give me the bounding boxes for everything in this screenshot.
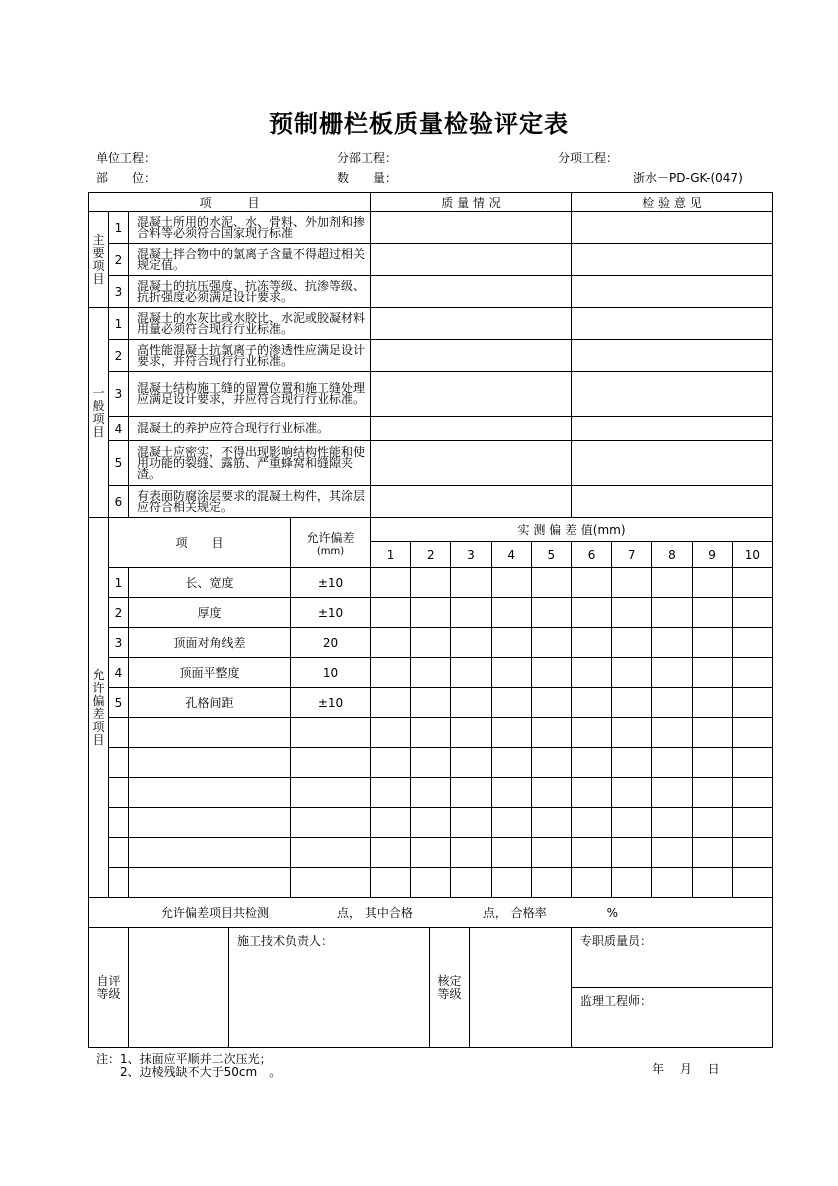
measured-value-cell[interactable]: [732, 778, 772, 808]
item-number: 1: [109, 212, 129, 244]
deviation-row: [89, 868, 773, 898]
deviation-item: 顶面对角线差: [129, 628, 291, 658]
measured-value-cell[interactable]: [652, 688, 692, 718]
deviation-table: [88, 517, 773, 928]
row-number: 4: [109, 658, 129, 688]
general-row: [89, 340, 773, 372]
item-text: 有表面防腐涂层要求的混凝土构件，其涂层应符合相关规定。: [129, 486, 371, 518]
measure-column-header: 1: [371, 542, 411, 568]
main-row: [89, 212, 773, 244]
tolerance-header-label: 允许偏差: [306, 530, 355, 545]
general-category-label: 一般项目: [92, 385, 105, 439]
summary-cell: [89, 898, 773, 928]
measured-value-cell[interactable]: [571, 628, 611, 658]
measured-value-cell[interactable]: [612, 658, 652, 688]
measured-value-cell[interactable]: [692, 718, 732, 748]
measured-value-cell[interactable]: [371, 568, 411, 598]
measured-value-cell[interactable]: [491, 658, 531, 688]
measured-value-cell[interactable]: [732, 598, 772, 628]
measured-value-cell[interactable]: [612, 718, 652, 748]
item-number: 2: [109, 340, 129, 372]
deviation-row: [89, 778, 773, 808]
measured-value-cell[interactable]: [531, 868, 571, 898]
measured-value-cell[interactable]: [612, 868, 652, 898]
general-row: [89, 372, 773, 417]
deviation-item: 孔格间距: [129, 688, 291, 718]
qc-label: 专职质量员：: [580, 934, 653, 948]
measured-header: 实 测 偏 差 值(mm): [371, 518, 773, 542]
tolerance-value[interactable]: [291, 718, 371, 748]
tolerance-value[interactable]: [291, 808, 371, 838]
measure-column-header: 3: [451, 542, 491, 568]
general-row: [89, 486, 773, 518]
deviation-item[interactable]: [129, 868, 291, 898]
measured-value-cell[interactable]: [371, 688, 411, 718]
measured-value-cell[interactable]: [571, 658, 611, 688]
measured-value-cell[interactable]: [732, 688, 772, 718]
measured-value-cell[interactable]: [371, 628, 411, 658]
measured-value-cell[interactable]: [531, 628, 571, 658]
item-text: 混凝土应密实，不得出现影响结构性能和使用功能的裂缝、露筋、严重蜂窝和缝隙夹渣。: [129, 441, 371, 486]
item-text: 高性能混凝土抗氯离子的渗透性应满足设计要求，并符合现行行业标准。: [129, 340, 371, 372]
measured-value-cell[interactable]: [371, 778, 411, 808]
opinion-field[interactable]: [572, 441, 773, 486]
measured-value-cell[interactable]: [732, 658, 772, 688]
location-label: 部 位：: [96, 171, 157, 185]
summary-text-d: %: [606, 906, 619, 920]
measured-value-cell[interactable]: [612, 598, 652, 628]
qc-field[interactable]: [572, 928, 773, 988]
tolerance-value: ±10: [291, 598, 371, 628]
note-1: 注：1、抹面应平顺并二次压光；: [96, 1052, 272, 1066]
general-row: [89, 308, 773, 340]
measure-column-header: 5: [531, 542, 571, 568]
measured-value-cell[interactable]: [571, 718, 611, 748]
measured-value-cell[interactable]: [411, 628, 451, 658]
row-number: [109, 808, 129, 838]
measured-value-cell[interactable]: [451, 568, 491, 598]
measured-value-cell[interactable]: [491, 808, 531, 838]
measured-value-cell[interactable]: [451, 778, 491, 808]
tolerance-value: 20: [291, 628, 371, 658]
deviation-item[interactable]: [129, 808, 291, 838]
deviation-row: [89, 568, 773, 598]
row-number: 1: [109, 568, 129, 598]
measured-value-cell[interactable]: [451, 838, 491, 868]
quantity-label: 数 量：: [337, 171, 398, 185]
measured-value-cell[interactable]: [491, 718, 531, 748]
measured-value-cell[interactable]: [411, 748, 451, 778]
measured-value-cell[interactable]: [531, 808, 571, 838]
row-number: [109, 718, 129, 748]
tech-lead-field[interactable]: [229, 928, 430, 1048]
measured-value-cell[interactable]: [451, 808, 491, 838]
measured-value-cell[interactable]: [531, 778, 571, 808]
deviation-item: 厚度: [129, 598, 291, 628]
measured-value-cell[interactable]: [571, 568, 611, 598]
summary-text-a: 允许偏差项目共检测: [161, 906, 270, 920]
main-row: [89, 276, 773, 308]
measured-value-cell[interactable]: [411, 568, 451, 598]
opinion-field[interactable]: [572, 372, 773, 417]
item-number: 5: [109, 441, 129, 486]
measured-value-cell[interactable]: [531, 718, 571, 748]
measured-value-cell[interactable]: [692, 868, 732, 898]
measured-value-cell[interactable]: [531, 838, 571, 868]
verify-grade-label: 核定等级: [437, 973, 462, 1001]
deviation-row: [89, 718, 773, 748]
measured-value-cell[interactable]: [612, 808, 652, 838]
supervisor-label: 监理工程师：: [580, 994, 653, 1008]
measured-value-cell[interactable]: [652, 808, 692, 838]
tolerance-value: ±10: [291, 568, 371, 598]
deviation-row: [89, 598, 773, 628]
opinion-field[interactable]: [572, 212, 773, 244]
measured-value-cell[interactable]: [652, 598, 692, 628]
measured-value-cell[interactable]: [531, 658, 571, 688]
row-number: 2: [109, 598, 129, 628]
measured-value-cell[interactable]: [612, 688, 652, 718]
measured-value-cell[interactable]: [371, 868, 411, 898]
measured-value-cell[interactable]: [531, 598, 571, 628]
deviation-row: [89, 658, 773, 688]
tolerance-value: 10: [291, 658, 371, 688]
deviation-item[interactable]: [129, 718, 291, 748]
quality-field[interactable]: [371, 372, 572, 417]
tolerance-value[interactable]: [291, 838, 371, 868]
row-number: [109, 868, 129, 898]
measure-column-header: 6: [571, 542, 611, 568]
self-grade-label: 自评等级: [96, 973, 121, 1001]
tolerance-header: [291, 518, 371, 568]
item-text: 混凝土的水灰比或水胶比、水泥或胶凝材料用量必须符合现行行业标准。: [129, 308, 371, 340]
quality-field[interactable]: [371, 308, 572, 340]
measured-value-cell[interactable]: [571, 748, 611, 778]
measured-value-cell[interactable]: [612, 628, 652, 658]
measured-value-cell[interactable]: [732, 628, 772, 658]
tolerance-value[interactable]: [291, 748, 371, 778]
measure-column-header: 4: [491, 542, 531, 568]
deviation-item: 顶面平整度: [129, 658, 291, 688]
row-number: 3: [109, 628, 129, 658]
measured-value-cell[interactable]: [491, 868, 531, 898]
measured-value-cell[interactable]: [491, 688, 531, 718]
measured-value-cell[interactable]: [692, 748, 732, 778]
date-label: 年 月 日: [652, 1062, 720, 1076]
deviation-row: [89, 748, 773, 778]
measured-value-cell[interactable]: [732, 568, 772, 598]
measured-value-cell[interactable]: [411, 598, 451, 628]
measured-value-cell[interactable]: [652, 658, 692, 688]
measured-value-cell[interactable]: [411, 778, 451, 808]
row-number: 5: [109, 688, 129, 718]
measure-column-header: 9: [692, 542, 732, 568]
measured-value-cell[interactable]: [371, 658, 411, 688]
deviation-item[interactable]: [129, 838, 291, 868]
measured-value-cell[interactable]: [652, 748, 692, 778]
measured-value-cell[interactable]: [652, 868, 692, 898]
measured-value-cell[interactable]: [491, 628, 531, 658]
header-item: 项 目: [89, 193, 371, 212]
measured-value-cell[interactable]: [612, 838, 652, 868]
quality-field[interactable]: [371, 340, 572, 372]
measured-value-cell[interactable]: [692, 628, 732, 658]
deviation-row: [89, 688, 773, 718]
measured-value-cell[interactable]: [491, 598, 531, 628]
inspection-table: [88, 192, 773, 518]
measured-value-cell[interactable]: [652, 838, 692, 868]
measured-value-cell[interactable]: [411, 718, 451, 748]
deviation-item[interactable]: [129, 778, 291, 808]
tech-lead-label: 施工技术负责人：: [237, 934, 334, 948]
main-category-label: 主要项目: [92, 232, 105, 286]
measured-value-cell[interactable]: [732, 808, 772, 838]
item-text: 混凝土的养护应符合现行行业标准。: [129, 417, 371, 441]
deviation-row: [89, 838, 773, 868]
division-project-label: 分部工程：: [337, 151, 398, 165]
row-number: [109, 838, 129, 868]
deviation-item-header: 项 目: [109, 518, 291, 568]
measured-value-cell[interactable]: [692, 598, 732, 628]
measured-value-cell[interactable]: [371, 838, 411, 868]
quality-field[interactable]: [371, 276, 572, 308]
measured-value-cell[interactable]: [451, 868, 491, 898]
deviation-row: [89, 808, 773, 838]
summary-row: [89, 898, 773, 928]
measured-value-cell[interactable]: [411, 688, 451, 718]
measured-value-cell[interactable]: [571, 778, 611, 808]
deviation-item[interactable]: [129, 748, 291, 778]
measured-value-cell[interactable]: [491, 838, 531, 868]
measured-value-cell[interactable]: [371, 598, 411, 628]
measured-value-cell[interactable]: [652, 628, 692, 658]
opinion-field[interactable]: [572, 486, 773, 518]
tolerance-value[interactable]: [291, 868, 371, 898]
measured-value-cell[interactable]: [491, 568, 531, 598]
measured-value-cell[interactable]: [451, 748, 491, 778]
measured-value-cell[interactable]: [411, 808, 451, 838]
tolerance-value: ±10: [291, 688, 371, 718]
measured-value-cell[interactable]: [571, 838, 611, 868]
general-row: [89, 417, 773, 441]
measured-value-cell[interactable]: [732, 868, 772, 898]
deviation-row: [89, 628, 773, 658]
tolerance-unit: (mm): [316, 545, 345, 557]
quality-field[interactable]: [371, 441, 572, 486]
measured-value-cell[interactable]: [411, 658, 451, 688]
measure-column-header: 10: [732, 542, 772, 568]
main-row: [89, 244, 773, 276]
quality-field[interactable]: [371, 212, 572, 244]
measured-value-cell[interactable]: [732, 748, 772, 778]
measured-value-cell[interactable]: [451, 658, 491, 688]
measured-value-cell[interactable]: [571, 808, 611, 838]
measured-value-cell[interactable]: [531, 748, 571, 778]
measured-value-cell[interactable]: [451, 718, 491, 748]
sign-table: [88, 927, 773, 1048]
deviation-category-label: 允许偏差项目: [92, 667, 105, 747]
measured-value-cell[interactable]: [732, 718, 772, 748]
measured-value-cell[interactable]: [692, 658, 732, 688]
measured-value-cell[interactable]: [451, 688, 491, 718]
item-number: 2: [109, 244, 129, 276]
item-number: 4: [109, 417, 129, 441]
measured-value-cell[interactable]: [612, 568, 652, 598]
measured-value-cell[interactable]: [451, 598, 491, 628]
measured-value-cell[interactable]: [571, 868, 611, 898]
item-number: 3: [109, 372, 129, 417]
quality-field[interactable]: [371, 486, 572, 518]
item-text: 混凝土的抗压强度、抗冻等级、抗渗等级、抗折强度必须满足设计要求。: [129, 276, 371, 308]
opinion-field[interactable]: [572, 276, 773, 308]
opinion-field[interactable]: [572, 244, 773, 276]
measured-value-cell[interactable]: [371, 718, 411, 748]
measured-value-cell[interactable]: [692, 568, 732, 598]
note-2: 2、边棱残缺不大于50cm 。: [96, 1065, 282, 1079]
measured-value-cell[interactable]: [612, 778, 652, 808]
item-number: 1: [109, 308, 129, 340]
deviation-item: 长、宽度: [129, 568, 291, 598]
supervisor-field[interactable]: [572, 988, 773, 1048]
measured-value-cell[interactable]: [652, 568, 692, 598]
self-grade-field[interactable]: [129, 928, 229, 1048]
verify-grade-field[interactable]: [470, 928, 572, 1048]
opinion-field[interactable]: [572, 340, 773, 372]
general-row: [89, 441, 773, 486]
quality-field[interactable]: [371, 244, 572, 276]
measured-value-cell[interactable]: [371, 808, 411, 838]
measured-value-cell[interactable]: [652, 778, 692, 808]
summary-text-b: 点， 其中合格: [337, 906, 413, 920]
unit-project-label: 单位工程：: [96, 151, 157, 165]
measured-value-cell[interactable]: [371, 748, 411, 778]
measured-value-cell[interactable]: [652, 718, 692, 748]
measured-value-cell[interactable]: [571, 688, 611, 718]
measured-value-cell[interactable]: [491, 778, 531, 808]
summary-text-c: 点， 合格率: [482, 906, 547, 920]
measure-column-header: 2: [411, 542, 451, 568]
measure-column-header: 7: [612, 542, 652, 568]
measured-value-cell[interactable]: [411, 868, 451, 898]
row-number: [109, 748, 129, 778]
measured-value-cell[interactable]: [692, 838, 732, 868]
measured-value-cell[interactable]: [732, 838, 772, 868]
measured-value-cell[interactable]: [612, 748, 652, 778]
measured-value-cell[interactable]: [692, 808, 732, 838]
measured-value-cell[interactable]: [491, 748, 531, 778]
opinion-field[interactable]: [572, 308, 773, 340]
header-opinion: 检 验 意 见: [572, 193, 773, 212]
measured-value-cell[interactable]: [451, 628, 491, 658]
measured-value-cell[interactable]: [531, 688, 571, 718]
measured-value-cell[interactable]: [692, 778, 732, 808]
row-number: [109, 778, 129, 808]
tolerance-value[interactable]: [291, 778, 371, 808]
item-number: 6: [109, 486, 129, 518]
sub-project-label: 分项工程：: [558, 151, 619, 165]
notes: [96, 1053, 281, 1079]
item-text: 混凝土所用的水泥、水、骨料、外加剂和掺合料等必须符合国家现行标准: [129, 212, 371, 244]
header-quality: 质 量 情 况: [371, 193, 572, 212]
measured-value-cell[interactable]: [531, 568, 571, 598]
quality-field[interactable]: [371, 417, 572, 441]
item-number: 3: [109, 276, 129, 308]
measured-value-cell[interactable]: [571, 598, 611, 628]
item-text: 混凝土拌合物中的氯离子含量不得超过相关规定值。: [129, 244, 371, 276]
page-title: 预制栅栏板质量检验评定表: [269, 110, 569, 138]
measure-column-header: 8: [652, 542, 692, 568]
form-code: 浙水－PD-GK-(047): [633, 171, 743, 185]
measured-value-cell[interactable]: [692, 688, 732, 718]
measured-value-cell[interactable]: [411, 838, 451, 868]
opinion-field[interactable]: [572, 417, 773, 441]
item-text: 混凝土结构施工缝的留置位置和施工缝处理应满足设计要求，并应符合现行行业标准。: [129, 372, 371, 417]
